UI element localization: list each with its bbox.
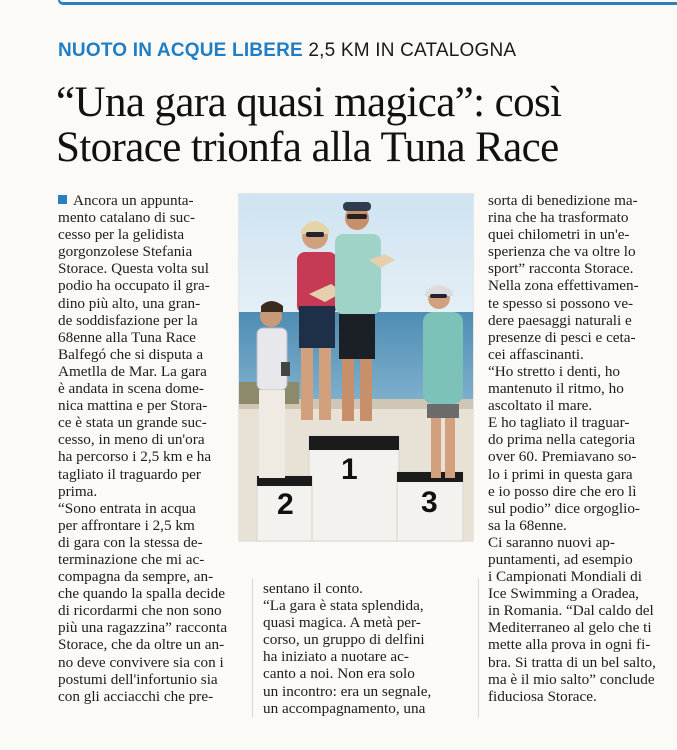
article-line: ma è il mio salto” conclude <box>488 670 655 688</box>
article-line: postumi dell'infortunio sia <box>58 670 218 688</box>
top-border-rule <box>58 0 677 5</box>
article-line: no deve convivere sia con i <box>58 653 224 671</box>
article-line: Mediterraneo al gelo che ti <box>488 619 652 637</box>
article-line: E ho tagliato il traguar- <box>488 414 630 432</box>
article-line: mento catalano di suc- <box>58 209 196 227</box>
article-line: Nella zona effettivamen- <box>488 277 639 295</box>
article-line: con gli acciacchi che pre- <box>58 687 214 705</box>
article-line: compagna da sempre, an- <box>58 568 214 586</box>
article-line: bra. Si tratta di un bel salto, <box>488 653 656 671</box>
section-kicker <box>58 40 658 62</box>
article-line: rina che ha trasformato <box>488 209 629 227</box>
article-line: ha percorso i 2,5 km e ha <box>58 448 212 466</box>
article-column-1 <box>58 192 236 705</box>
article-line: fiduciosa Storace. <box>488 687 597 705</box>
article-line: mantenuto il ritmo, ho <box>488 380 624 398</box>
article-line: Ametlla de Mar. La gara <box>58 362 207 380</box>
headline-line-1: “Una gara quasi magica”: così <box>56 79 562 126</box>
article-line: sentano il conto. <box>263 580 363 597</box>
article-line: sorta di benedizione ma- <box>488 192 638 209</box>
podium-photo <box>238 193 474 542</box>
article-line: di gara con la stessa de- <box>58 533 203 551</box>
article-line: quei chilometri in un'e- <box>488 226 630 244</box>
kicker-detail: 2,5 KM IN CATALOGNA <box>308 40 517 61</box>
article-line: presenze di pesci e ceta- <box>488 328 636 346</box>
article-column-3 <box>488 192 666 705</box>
article-line: canto a noi. Non era solo <box>263 665 415 683</box>
article-line: e io posso dire che ero lì <box>488 482 637 500</box>
article-line: Storace. Questa volta sul <box>58 260 209 278</box>
article-line: ascoltato il mare. <box>488 397 593 415</box>
podium-number-2: 2 <box>277 488 294 521</box>
article-line: sa la 68enne. <box>488 516 567 534</box>
article-line: è andata in scena dome- <box>58 380 204 398</box>
article-line: dere paesaggi naturali e <box>488 311 632 329</box>
article-line: ha iniziato a nuotare ac- <box>263 648 409 666</box>
article-line: “La gara è stata splendida, <box>263 597 424 615</box>
headline-line-2: Storace trionfa alla Tuna Race <box>56 124 559 171</box>
article-line: quasi magica. A metà per- <box>263 614 421 632</box>
article-line: per affrontare i 2,5 km <box>58 516 195 534</box>
article-line: sperienza che va oltre lo <box>488 243 636 261</box>
article-line: do prima nella categoria <box>488 431 636 449</box>
article-line: dino più alto, una gran- <box>58 294 201 312</box>
article-line: Ci saranno nuovi ap- <box>488 533 615 551</box>
article-line: i Campionati Mondiali di <box>488 568 642 586</box>
kicker-category: NUOTO IN ACQUE LIBERE <box>58 40 303 61</box>
article-line: puntamenti, ad esempio <box>488 550 633 568</box>
article-line: Ancora un appunta- <box>58 192 236 209</box>
article-line: cesso, in meno di un'ora <box>58 431 205 449</box>
article-line: più una ragazzina” racconta <box>58 619 228 637</box>
column-divider-left <box>252 578 253 718</box>
article-line: tagliato il traguardo per <box>58 465 201 483</box>
column-divider-right <box>478 578 479 718</box>
headline <box>56 80 666 170</box>
article-line: corso, un gruppo di delfini <box>263 631 425 649</box>
article-line: cei affascinanti. <box>488 345 584 363</box>
article-line: “Ho stretto i denti, ho <box>488 362 621 380</box>
article-line: te spesso si possono ve- <box>488 294 634 312</box>
article-line: over 60. Premiavano so- <box>488 448 637 466</box>
article-line: cesso per la gelidista <box>58 226 185 244</box>
article-line: un accompagnamento, una <box>263 699 426 717</box>
article-line: di ricordarmi che non sono <box>58 602 222 620</box>
article-line: sport” racconta Storace. <box>488 260 634 278</box>
article-line: terminazione che mi ac- <box>58 550 205 568</box>
article-line: sul podio” dice orgoglio- <box>488 499 640 517</box>
article-line: 68enne alla Tuna Race <box>58 328 196 346</box>
podium-number-3: 3 <box>421 486 438 519</box>
article-line: ce è stata un grande suc- <box>58 414 207 432</box>
article-line: prima. <box>58 482 98 500</box>
article-line: Balfegó che si disputa a <box>58 345 204 363</box>
article-line: un incontro: era un segnale, <box>263 682 432 700</box>
article-line: de soddisfazione per la <box>58 311 198 329</box>
article-line: mette alla prova in ogni fi- <box>488 636 651 654</box>
article-line: che quando la spalla decide <box>58 585 225 603</box>
article-line: lo i primi in questa gara <box>488 465 633 483</box>
article-line: “Sono entrata in acqua <box>58 499 196 517</box>
article-line: gorgonzolese Stefania <box>58 243 193 261</box>
article-column-2 <box>263 580 447 717</box>
article-line: Storace, che da oltre un an- <box>58 636 225 654</box>
article-line: podio ha occupato il gra- <box>58 277 210 295</box>
article-line: in Romania. “Dal caldo del <box>488 602 654 620</box>
podium-number-1: 1 <box>341 453 358 486</box>
paragraph-bullet-icon <box>58 195 67 204</box>
article-line: nica mattina e per Stora- <box>58 397 208 415</box>
article-line: Ice Swimming a Oradea, <box>488 585 639 603</box>
